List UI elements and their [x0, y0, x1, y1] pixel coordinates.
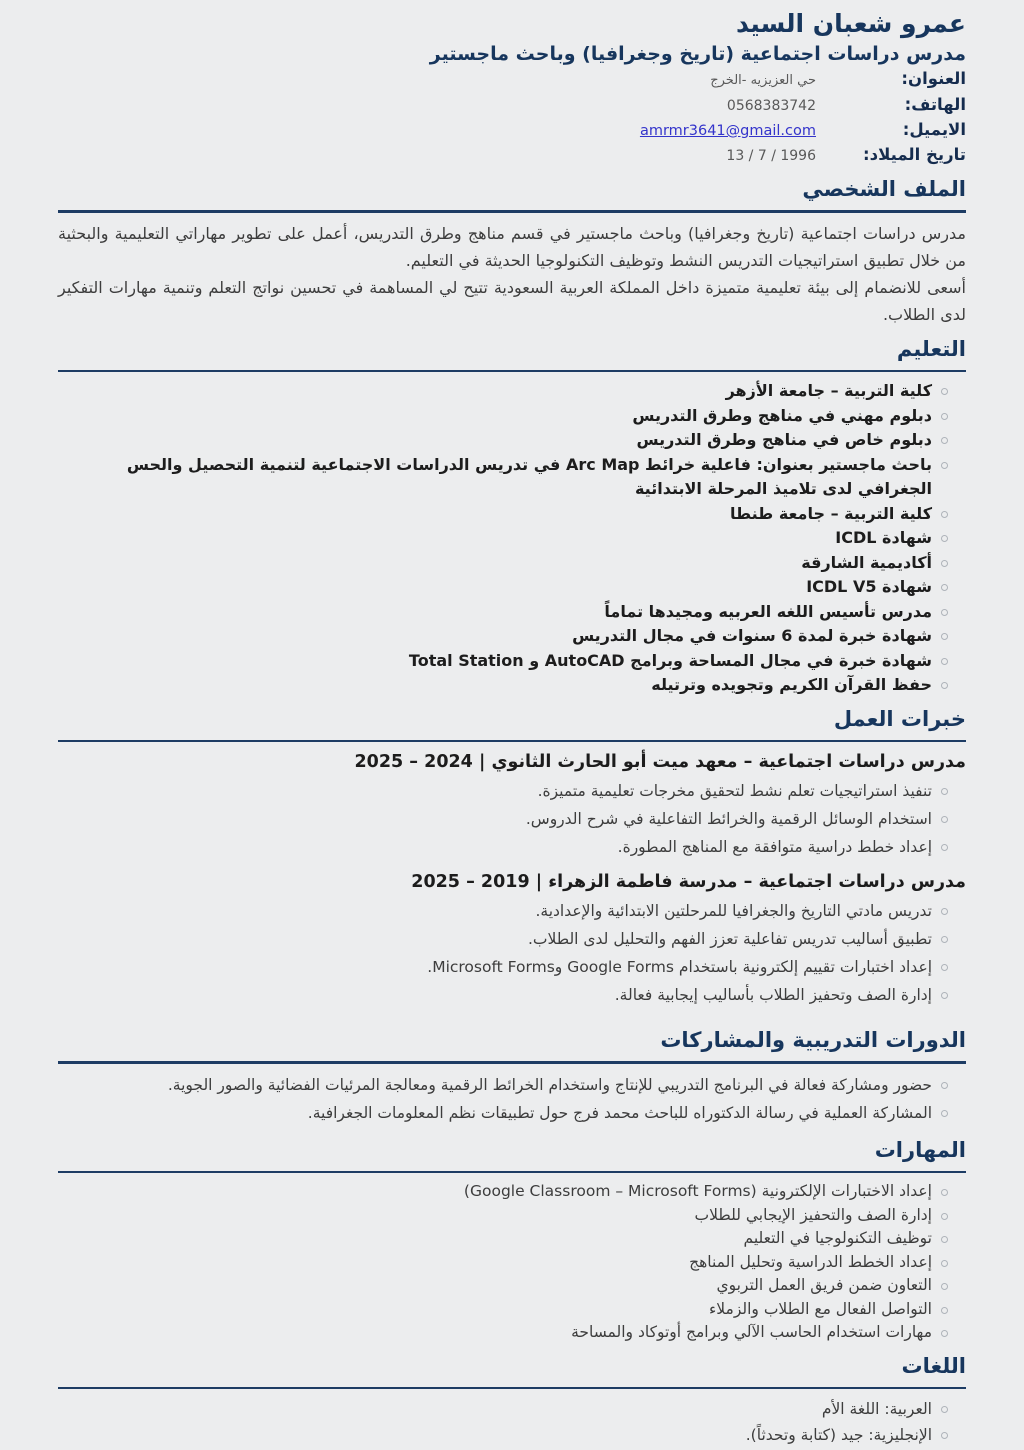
bullet-icon — [941, 1432, 948, 1439]
job-duty-item: تطبيق أساليب تدريس تفاعلية تعزز الفهم والتحليل لدى الطلاب. — [58, 925, 948, 953]
profile-paragraph: مدرس دراسات اجتماعية (تاريخ وجغرافيا) وباحث ماجستير في قسم مناهج وطرق التدريس، أعمل على تطوير مهاراتي التعليمية والبحثية من خلال تطبيق استراتيجيات التدريس النشط وتوظيف التكنولوجيا الحديثة في التعليم. — [58, 223, 966, 270]
section-education — [58, 336, 966, 698]
section-divider — [58, 1171, 966, 1174]
skills-heading: المهارات — [874, 1137, 966, 1162]
education-item: شهادة خبرة في مجال المساحة وبرامج AutoCAD و Total Station — [58, 649, 948, 674]
job-duty-item: إعداد خطط دراسية متوافقة مع المناهج المطورة. — [58, 833, 948, 861]
bullet-icon — [941, 658, 948, 665]
skills-list — [58, 1180, 966, 1345]
course-item: المشاركة العملية في رسالة الدكتوراه للباحث محمد فرج حول تطبيقات نظم المعلومات الجغرافية. — [58, 1099, 948, 1127]
job-entry — [58, 869, 966, 1009]
courses-list — [58, 1071, 966, 1127]
skill-item: إعداد الاختبارات الإلكترونية (Google Classroom – Microsoft Forms) — [58, 1180, 948, 1204]
education-item: مدرس تأسيس اللغه العربيه ومجيدها تماماً — [58, 600, 948, 625]
bullet-icon — [941, 816, 948, 823]
bullet-icon — [941, 1260, 948, 1267]
education-item: باحث ماجستير بعنوان: فاعلية خرائط Arc Map في تدريس الدراسات الاجتماعية لتنمية التحصيل والحس الجغرافي لدى تلاميذ المرحلة الابتدائية — [58, 453, 948, 502]
bullet-icon — [941, 844, 948, 851]
job-duty-item: إعداد اختبارات تقييم إلكترونية باستخدام Google Forms وMicrosoft Forms. — [58, 953, 948, 981]
bullet-icon — [941, 1110, 948, 1117]
section-languages — [58, 1353, 966, 1449]
skill-item: توظيف التكنولوجيا في التعليم — [58, 1227, 948, 1251]
section-divider — [58, 1061, 966, 1064]
language-item: العربية: اللغة الأم — [58, 1396, 948, 1422]
profile-paragraph: أسعى للانضمام إلى بيئة تعليمية متميزة داخل المملكة العربية السعودية تتيح لي المساهمة في تحسين نواتج التعلم وتنمية مهارات التفكير لدى الطلاب. — [58, 277, 966, 324]
bullet-icon — [941, 936, 948, 943]
candidate-headline: مدرس دراسات اجتماعية (تاريخ وجغرافيا) وباحث ماجستير — [429, 43, 966, 65]
education-item: دبلوم خاص في مناهج وطرق التدريس — [58, 428, 948, 453]
bullet-icon — [941, 908, 948, 915]
bullet-icon — [941, 413, 948, 420]
bullet-icon — [941, 1406, 948, 1413]
job-duties-list — [58, 777, 966, 861]
bullet-icon — [941, 609, 948, 616]
bullet-icon — [941, 788, 948, 795]
education-list — [58, 379, 966, 698]
bullet-icon — [941, 1213, 948, 1220]
section-divider — [58, 740, 966, 743]
courses-heading: الدورات التدريبية والمشاركات — [660, 1028, 966, 1052]
section-divider — [58, 370, 966, 373]
candidate-name: عمرو شعبان السيد — [735, 9, 966, 38]
bullet-icon — [941, 1189, 948, 1196]
email-link[interactable]: amrmr3641@gmail.com — [639, 123, 816, 139]
contact-row-email — [58, 118, 966, 143]
bullet-icon — [941, 682, 948, 689]
job-duty-item: إدارة الصف وتحفيز الطلاب بأساليب إيجابية فعالة. — [58, 981, 948, 1009]
experience-heading: خبرات العمل — [833, 706, 966, 731]
education-item: كلية التربية – جامعة طنطا — [58, 502, 948, 527]
job-duty-item: تنفيذ استراتيجيات تعلم نشط لتحقيق مخرجات تعليمية متميزة. — [58, 777, 948, 805]
language-item: الإنجليزية: جيد (كتابة وتحدثاً). — [58, 1422, 948, 1448]
section-experience — [58, 706, 966, 1010]
skill-item: التواصل الفعال مع الطلاب والزملاء — [58, 1298, 948, 1322]
languages-heading: اللغات — [901, 1353, 966, 1378]
education-item: حفظ القرآن الكريم وتجويده وترتيله — [58, 673, 948, 698]
bullet-icon — [941, 1283, 948, 1290]
address-value: حي العزيزيه -الخرج — [710, 73, 816, 88]
bullet-icon — [941, 964, 948, 971]
contact-row-phone — [58, 93, 966, 118]
bullet-icon — [941, 535, 948, 542]
bullet-icon — [941, 1307, 948, 1314]
education-item: أكاديمية الشارقة — [58, 551, 948, 576]
education-heading: التعليم — [896, 336, 966, 361]
dob-value: 13 / 7 / 1996 — [726, 148, 816, 164]
bullet-icon — [941, 1236, 948, 1243]
contact-block — [58, 67, 966, 168]
bullet-icon — [941, 1082, 948, 1089]
profile-paragraphs — [58, 220, 966, 328]
job-duty-item: استخدام الوسائل الرقمية والخرائط التفاعلية في شرح الدروس. — [58, 805, 948, 833]
bullet-icon — [941, 584, 948, 591]
education-item: شهادة خبرة لمدة 6 سنوات في مجال التدريس — [58, 624, 948, 649]
bullet-icon — [941, 560, 948, 567]
resume-header — [58, 8, 966, 168]
profile-heading: الملف الشخصي — [802, 177, 966, 201]
section-skills — [58, 1137, 966, 1345]
course-item: حضور ومشاركة فعالة في البرنامج التدريبي للإنتاج واستخدام الخرائط الرقمية ومعالجة المرئيات الفضائية والصور الجوية. — [58, 1071, 948, 1099]
contact-row-dob — [58, 143, 966, 168]
job-duties-list — [58, 897, 966, 1009]
job-title: مدرس دراسات اجتماعية – مدرسة فاطمة الزهراء | 2019 – 2025 — [411, 872, 966, 892]
skill-item: إعداد الخطط الدراسية وتحليل المناهج — [58, 1251, 948, 1275]
skill-item: مهارات استخدام الحاسب الآلي وبرامج أوتوكاد والمساحة — [58, 1321, 948, 1345]
section-divider — [58, 1387, 966, 1390]
job-duty-item: تدريس مادتي التاريخ والجغرافيا للمرحلتين الابتدائية والإعدادية. — [58, 897, 948, 925]
education-item: كلية التربية – جامعة الأزهر — [58, 379, 948, 404]
bullet-icon — [941, 462, 948, 469]
skill-item: التعاون ضمن فريق العمل التربوي — [58, 1274, 948, 1298]
phone-label: الهاتف: — [904, 95, 966, 114]
languages-list — [58, 1396, 966, 1448]
education-item: شهادة ICDL V5 — [58, 575, 948, 600]
bullet-icon — [941, 633, 948, 640]
section-profile — [58, 176, 966, 328]
bullet-icon — [941, 992, 948, 999]
bullet-icon — [941, 511, 948, 518]
phone-value: 0568383742 — [726, 98, 816, 114]
skill-item: إدارة الصف والتحفيز الإيجابي للطلاب — [58, 1204, 948, 1228]
email-label: الايميل: — [902, 120, 966, 139]
job-entry — [58, 749, 966, 861]
education-item: شهادة ICDL — [58, 526, 948, 551]
bullet-icon — [941, 388, 948, 395]
bullet-icon — [941, 1330, 948, 1337]
section-divider — [58, 210, 966, 213]
section-courses — [58, 1027, 966, 1127]
bullet-icon — [941, 437, 948, 444]
job-title: مدرس دراسات اجتماعية – معهد ميت أبو الحارث الثانوي | 2024 – 2025 — [354, 752, 966, 772]
dob-label: تاريخ الميلاد: — [863, 145, 966, 164]
contact-row-address — [58, 67, 966, 93]
education-item: دبلوم مهني في مناهج وطرق التدريس — [58, 404, 948, 429]
address-label: العنوان: — [901, 69, 966, 88]
